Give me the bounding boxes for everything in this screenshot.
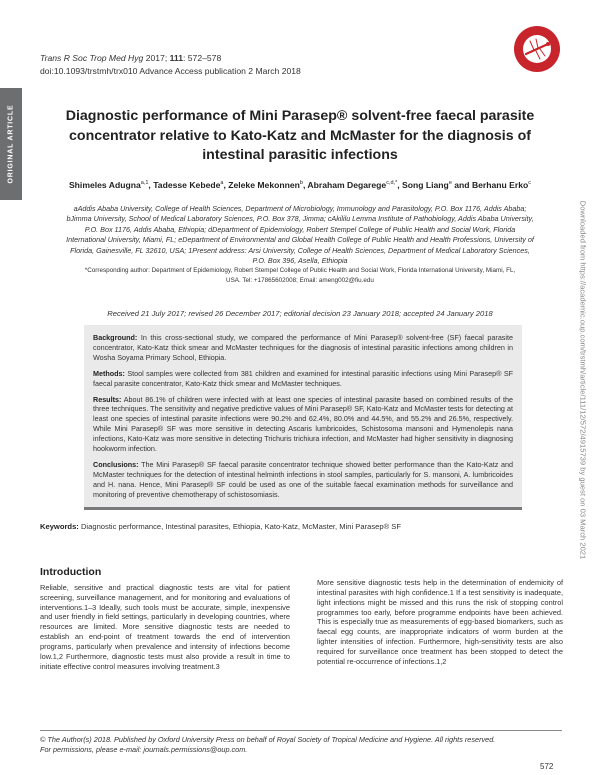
intro-column-left bbox=[40, 568, 290, 671]
section-heading: Introduction bbox=[40, 566, 102, 578]
abstract-methods bbox=[93, 369, 513, 389]
journal-volume: 111 bbox=[169, 53, 183, 63]
download-watermark: Downloaded from https://academic.oup.com/trstmh/article/111/12/572/4915739 by guest on 03 March 2021 bbox=[578, 200, 588, 560]
keywords-text: Diagnostic performance, Intestinal parasites, Ethiopia, Kato-Katz, McMaster, Mini Parasep® SF bbox=[80, 522, 401, 531]
author-name: Berhanu Erko bbox=[471, 180, 529, 190]
journal-citation bbox=[40, 52, 301, 77]
abstract-text: The Mini Parasep® SF faecal parasite concentrator technique showed better performance than the Kato-Katz and McMaster techniques for the detection of intestinal helminth infections in stool samples, particularly for S. mansoni, A. lumbricoides and H. nana. Hence, Mini Parasep® SF could be used as one of the suitable faecal examination methods for surveillance and monitoring of preventive chemotherapy of schistosomiasis. bbox=[93, 459, 514, 499]
journal-doi: doi:10.1093/trstmh/trx010 Advance Access publication 2 March 2018 bbox=[40, 65, 301, 76]
abstract-box bbox=[84, 325, 522, 510]
author-affil-mark: a,1 bbox=[140, 180, 149, 187]
author-name: Song Liang bbox=[402, 180, 449, 190]
abstract-text: In this cross-sectional study, we compared the performance of Mini Parasep® solvent-free (SF) faecal parasite concentrator, Kato-Katz thick smear and McMaster techniques for the diagnosis of intestinal parasitic infections among children in Wosha Soyama Primary School, Ethiopia. bbox=[93, 333, 513, 362]
keywords-label: Keywords: bbox=[40, 522, 79, 531]
keywords bbox=[40, 522, 401, 531]
journal-name: Trans R Soc Trop Med Hyg bbox=[40, 53, 144, 63]
journal-line bbox=[40, 52, 301, 65]
author-affil-mark: c bbox=[528, 180, 532, 187]
abstract-results bbox=[93, 395, 513, 454]
footer-divider bbox=[40, 730, 562, 731]
author-list: Shimeles Adugna$^{a,1}$, Tadesse Kebede$^a$, Zeleke Mekonnen$^b$, Abraham Degarege$^{c,d,*}$, Song Liang$^e$ and Berhanu Erko$^c$ bbox=[68, 180, 532, 190]
author-name: Tadesse Kebede bbox=[153, 180, 221, 190]
abstract-label: Background: bbox=[93, 333, 138, 342]
copyright-line: © The Author(s) 2018. Published by Oxford University Press on behalf of Royal Society of Tropical Medicine and Hygiene. All rights reserved. bbox=[40, 735, 496, 744]
abstract-label: Methods: bbox=[93, 368, 125, 378]
abstract-background bbox=[93, 333, 513, 363]
journal-year: 2017; bbox=[143, 53, 170, 63]
abstract-conclusions bbox=[93, 460, 513, 500]
corresponding-author: *Corresponding author: Department of Epidemiology, Robert Stempel College of Public Health and Social Work, Florida International University, Miami, FL, USA. Tel: +17865602008; Email: ameng002@fiu.edu bbox=[84, 267, 516, 284]
author-name: Zeleke Mekonnen bbox=[228, 180, 300, 190]
article-title: Diagnostic performance of Mini Parasep® solvent-free faecal parasite concentrator relative to Kato-Katz and McMaster for the diagnosis of intestinal parasitic infections bbox=[65, 108, 535, 163]
author-name: Abraham Degarege bbox=[307, 180, 387, 190]
abstract-label: Results: bbox=[93, 394, 122, 404]
article-type-label: ORIGINAL ARTICLE bbox=[7, 104, 15, 184]
intro-paragraph: Reliable, sensitive and practical diagnostic tests are vital for patient screening, surveillance management, and for monitoring and evaluations of interventions.1–3 Ideally, such tools must be accurate, simple, inexpensive and user friendly in field settings, particularly in developing countries, where resources are limited. More sensitive diagnostic tests are needed to establish an end-point of treatment towards the end of intervention programs, particularly when prevalence and intensity of infections become low.1,2 Furthermore, diagnostic tests must also provide a result in time to initiate effective control measures involving treatment.3 bbox=[40, 582, 290, 671]
intro-paragraph: More sensitive diagnostic tests help in the determination of endemicity of intestinal parasites with high confidence.1 If a test sensitivity is inadequate, light infections might be missed and this runs the risk of stopping control programmes too early, before programme endpoints have been achieved. This is especially true as measurements of egg-based biomarkers, such as faecal egg counts, are inappropriate indicators of worm burden at the lighter intensities of infection. Furthermore, high-sensitivity tests are also required for surveillance once treatment has been stopped to detect the potential re-occurrence of infections.1,2 bbox=[317, 578, 563, 666]
abstract-text: About 86.1% of children were infected with at least one species of intestinal parasite based on combined results of the three techniques. The sensitivity and negative predictive values of Mini Parasep® SF, Kato-Katz and McMaster tests for detecting at least one species of intestinal parasite infections were 90.2% and 62.4%, 80.0% and 44.5%, and 55.2% and 26.5%, respectively. While Mini Parasep® SF was more sensitive in detecting Ascaris lumbricoides, Schistosoma mansoni and Hymenolepis nana infections, Kato-Katz was more sensitive in detecting Trichuris trichiura infection, and McMaster had higher sensitivity in diagnosing hookworm infection. bbox=[93, 394, 513, 454]
journal-pages: : 572–578 bbox=[183, 53, 222, 63]
affiliations: aAddis Ababa University, College of Health Sciences, Department of Microbiology, Immunology and Parasitology, P.O. Box 1176, Addis Ababa; bJimma University, School of Medical Laboratory Sciences, P.O. Box 378, Jimma; cAkililu Lemma Institute of Pathobiology, Addis Ababa University, P.O. Box 1176, Addis Ababa, Ethiopia; dDepartment of Epidemiology, Robert Stempel College of Public Health and Social Work, Florida International University, Miami, FL; eDepartment of Environmental and Global Health College of Public Health and Health Professions, University of Florida, Gainesville, FL 32610, USA; 1Present address: Arsi University, College of Health Sciences, Department of Medical Laboratory Sciences, P.O. Box 396, Asella, Ethiopia bbox=[66, 204, 534, 266]
author-affil-mark: c,d,* bbox=[386, 180, 398, 187]
intro-column-right bbox=[317, 578, 563, 667]
copyright-notice bbox=[40, 735, 495, 755]
abstract-label: Conclusions: bbox=[93, 459, 139, 469]
article-type-tab bbox=[0, 88, 22, 200]
page-number: 572 bbox=[540, 762, 554, 771]
author-affil-mark: e bbox=[448, 180, 452, 187]
abstract-text: Stool samples were collected from 381 children and examined for intestinal parasitic infections using Mini Parasep® SF faecal parasite concentrator, Kato-Katz thick smear and McMaster techniques. bbox=[93, 368, 514, 388]
permissions-line: For permissions, please e-mail: journals.permissions@oup.com. bbox=[40, 745, 248, 755]
author-affil-mark: a bbox=[220, 180, 224, 187]
author-affil-mark: b bbox=[299, 180, 303, 187]
received-dates: Received 21 July 2017; revised 26 December 2017; editorial decision 23 January 2018; accepted 24 January 2018 bbox=[107, 309, 493, 318]
society-logo bbox=[512, 24, 562, 74]
author-name: Shimeles Adugna bbox=[68, 180, 141, 190]
